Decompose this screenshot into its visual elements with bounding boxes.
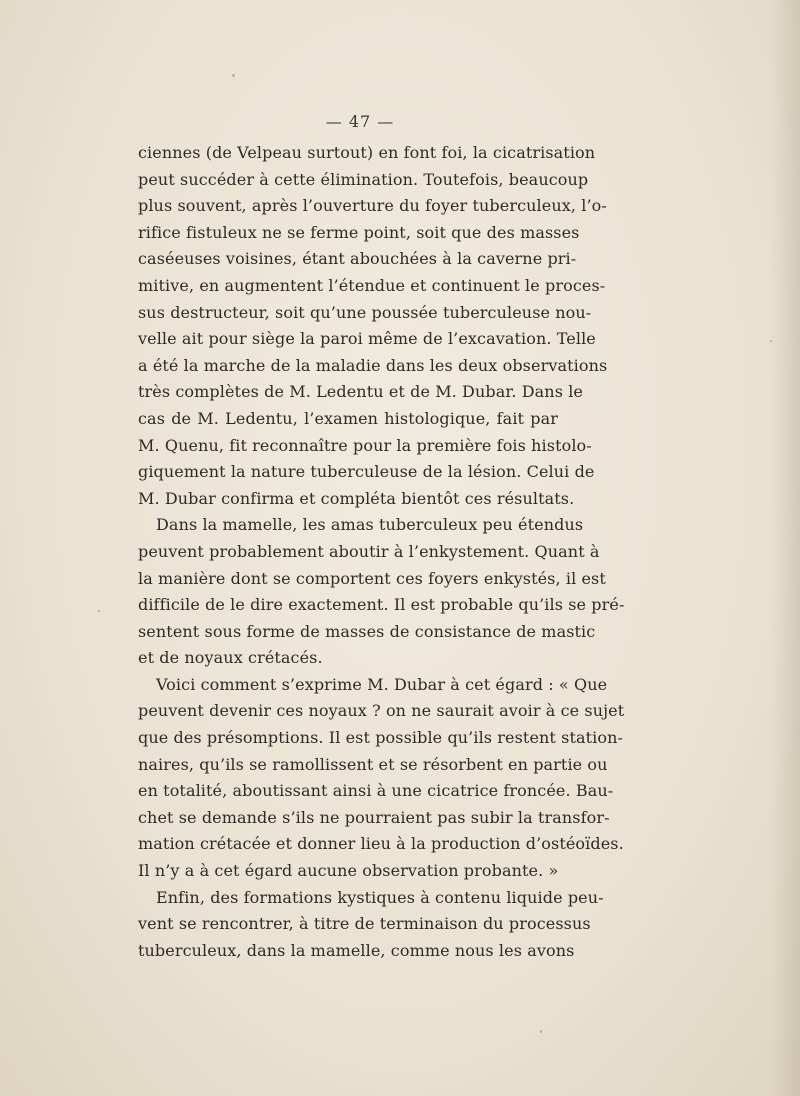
text-line: tuberculeux, dans la mamelle, comme nous les avons <box>138 940 575 960</box>
text-line: mitive, en augmentent l’étendue et continuent le proces- <box>138 275 606 295</box>
paper-speck <box>98 610 100 612</box>
text-line: caséeuses voisines, étant abouchées à la caverne pri- <box>138 249 577 269</box>
text-line: giquement la nature tuberculeuse de la lésion. Celui de <box>138 462 595 482</box>
text-line: Voici comment s’exprime M. Dubar à cet égard : « Que <box>156 674 608 694</box>
text-line: Dans la mamelle, les amas tuberculeux peu étendus <box>156 515 584 535</box>
text-line: en totalité, aboutissant ainsi à une cicatrice froncée. Bau- <box>138 781 614 801</box>
text-line: naires, qu’ils se ramollissent et se résorbent en partie ou <box>138 754 608 774</box>
paper-speck <box>770 340 772 342</box>
text-line: plus souvent, après l’ouverture du foyer tuberculeux, l’o- <box>138 196 607 216</box>
text-line: très complètes de M. Ledentu et de M. Dubar. Dans le <box>138 382 583 402</box>
text-line: Il n’y a à cet égard aucune observation probante. » <box>138 861 559 881</box>
text-line: peuvent probablement aboutir à l’enkystement. Quant à <box>138 541 600 561</box>
text-line: sentent sous forme de masses de consistance de mastic <box>138 621 596 641</box>
page-number: — 47 — <box>325 112 395 131</box>
body-text <box>138 140 625 964</box>
text-line: peuvent devenir ces noyaux ? on ne saurait avoir à ce sujet <box>138 701 625 721</box>
text-line: Enfin, des formations kystiques à contenu liquide peu- <box>156 887 604 907</box>
text-line: vent se rencontrer, à titre de terminaison du processus <box>138 914 591 934</box>
text-line: peut succéder à cette élimination. Toutefois, beaucoup <box>138 169 589 189</box>
text-line: ciennes (de Velpeau surtout) en font foi, la cicatrisation <box>138 143 596 162</box>
paper-speck <box>232 74 235 77</box>
text-line: cas de M. Ledentu, l’examen histologique, fait par <box>138 408 558 428</box>
text-line: M. Dubar confirma et compléta bientôt ces résultats. <box>138 488 575 508</box>
text-line: rifice fistuleux ne se ferme point, soit que des masses <box>138 222 580 242</box>
text-line: a été la marche de la maladie dans les deux observations <box>138 355 608 375</box>
text-line: sus destructeur, soit qu’une poussée tuberculeuse nou- <box>138 302 592 322</box>
text-line: difficile de le dire exactement. Il est probable qu’ils se pré- <box>138 595 625 615</box>
text-line: velle ait pour siège la paroi même de l’excavation. Telle <box>138 329 596 349</box>
page-edge-shadow <box>770 0 800 1096</box>
paper-speck <box>540 1030 542 1033</box>
text-line: M. Quenu, fit reconnaître pour la première fois histolo- <box>138 435 592 455</box>
text-line: mation crétacée et donner lieu à la production d’ostéoïdes. <box>138 834 624 854</box>
text-line: chet se demande s’ils ne pourraient pas subir la transfor- <box>138 807 610 827</box>
text-line: la manière dont se comportent ces foyers enkystés, il est <box>138 568 606 588</box>
text-line: que des présomptions. Il est possible qu’ils restent station- <box>138 728 624 748</box>
text-line: et de noyaux crétacés. <box>138 648 323 668</box>
